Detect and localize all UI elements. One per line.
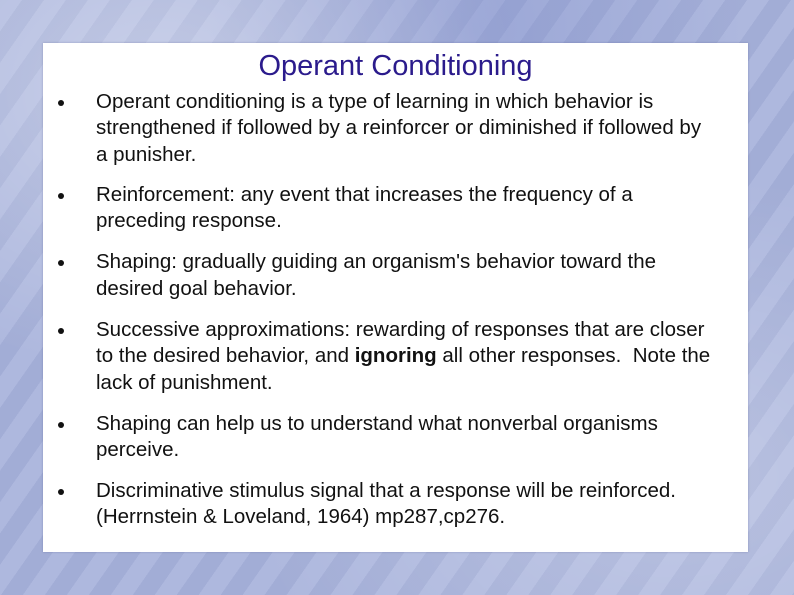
bullet-dot-icon [58,328,64,334]
bullet-emphasis: ignoring [354,344,437,368]
bullet-item [43,317,748,396]
bullet-text: Reinforcement: any event that increases the frequency of a preceding response. [96,182,633,233]
bullet-dot-icon [58,260,64,266]
bullet-list [43,89,748,530]
slide-panel [43,43,748,552]
bullet-dot-icon [58,422,64,428]
bullet-text-start: Successive approximations: rewarding of responses that are closer to the desired behavior, and [96,318,705,368]
slide-title: Operant Conditioning [258,50,533,82]
bullet-item [43,182,748,235]
bullet-dot-icon [58,489,64,495]
bullet-text: Discriminative stimulus signal that a response will be reinforced. (Herrnstein & Loveland, 1964) mp287,cp276. [96,478,676,528]
bullet-text-end: all other responses. Note the lack of punishment. [96,344,716,394]
bullet-item [43,249,748,302]
bullet-item [43,411,748,464]
bullet-text: Shaping: gradually guiding an organism's behavior toward the desired goal behavior. [96,250,657,300]
bullet-dot-icon [58,100,64,106]
bullet-dot-icon [58,193,64,199]
bullet-text: Operant conditioning is a type of learning in which behavior is strengthened if followed by a reinforcer or diminished if followed by a punisher. [96,90,702,166]
bullet-item [43,89,748,168]
bullet-item [43,478,748,531]
bullet-text: Shaping can help us to understand what nonverbal organisms perceive. [96,411,658,462]
